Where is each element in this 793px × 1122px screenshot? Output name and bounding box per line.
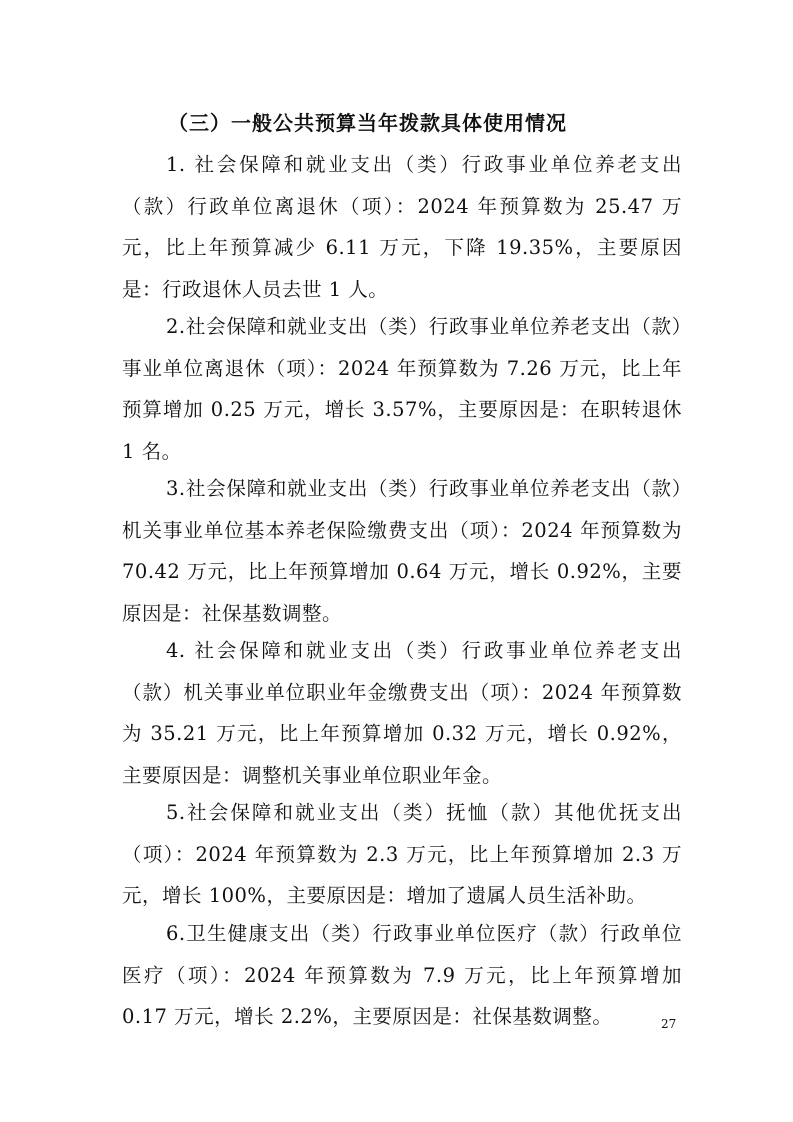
paragraph-item-1: 1. 社会保障和就业支出（类）行政事业单位养老支出（款）行政单位离退休（项）：2024 年预算数为 25.47 万元，比上年预算减少 6.11 万元，下降 19.35%，主要原因是：行政退休人员去世 1 人。 <box>122 153 682 301</box>
paragraph-item-6: 6.卫生健康支出（类）行政事业单位医疗（款）行政单位医疗（项）：2024 年预算数为 7.9 万元，比上年预算增加 0.17 万元，增长 2.2%，主要原因是：社保基数调整。 <box>122 922 682 1028</box>
paragraph-item-2: 2.社会保障和就业支出（类）行政事业单位养老支出（款）事业单位离退休（项）：2024 年预算数为 7.26 万元，比上年预算增加 0.25 万元，增长 3.57%，主要原因是：在职转退休 1 名。 <box>122 315 682 463</box>
paragraph-item-3: 3.社会保障和就业支出（类）行政事业单位养老支出（款）机关事业单位基本养老保险缴费支出（项）：2024 年预算数为 70.42 万元，比上年预算增加 0.64 万元，增长 0.92%，主要原因是：社保基数调整。 <box>122 477 682 625</box>
paragraph-item-4: 4. 社会保障和就业支出（类）行政事业单位养老支出（款）机关事业单位职业年金缴费支出（项）：2024 年预算数为 35.21 万元，比上年预算增加 0.32 万元，增长 0.92%，主要原因是：调整机关事业单位职业年金。 <box>122 639 682 787</box>
page-number: 27 <box>661 1017 677 1031</box>
paragraph-item-5: 5.社会保障和就业支出（类）抚恤（款）其他优抚支出（项）：2024 年预算数为 2.3 万元，比上年预算增加 2.3 万元，增长 100%，主要原因是：增加了遗属人员生活补助。 <box>122 801 682 907</box>
section-heading: （三）一般公共预算当年拨款具体使用情况 <box>168 111 567 135</box>
